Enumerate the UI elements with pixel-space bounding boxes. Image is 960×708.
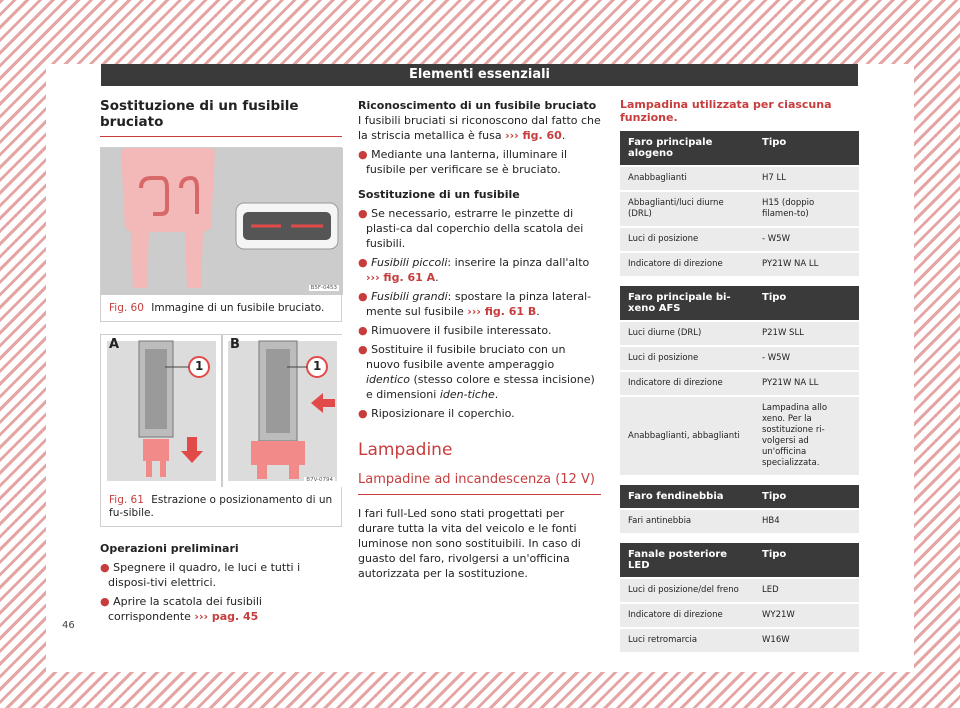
figure-number: Fig. 60 [109,302,144,314]
table-row: Luci di posizione - W5W [620,346,859,371]
table-row: Indicatore di direzione PY21W NA LL [620,371,859,396]
fuse-extraction-illustration [101,335,343,487]
callout-1-a: 1 [195,359,204,373]
table-row: Fari antinebbia HB4 [620,509,859,533]
fuse-extraction-image [101,335,343,487]
bullet: ● Riposizionare il coperchio. [358,407,515,420]
section-title: Sostituzione di un fusibile bruciato [100,98,342,137]
bullet: ● Se necessario, estrarre le pinzette di plasti-ca dal coperchio della scatola dei fusibili. [358,207,584,250]
table-row: Luci di posizione/del freno LED [620,578,859,603]
replacement-title: Sostituzione di un fusibile [358,188,520,201]
bullet: ● Mediante una lanterna, illuminare il fusibile per verificare se è bruciato. [358,148,568,176]
column-middle [358,98,601,581]
figure-number: Fig. 61 [109,494,144,506]
page-reference-link[interactable]: ››› pag. 45 [194,610,259,623]
table-row: Luci retromarcia W16W [620,628,859,652]
table-row: Luci diurne (DRL) P21W SLL [620,321,859,346]
bullet: ● Aprire la scatola dei fusibili corrispondente ››› pag. 45 [100,595,262,623]
table-bixenon-headlight: Faro principale bi-xeno AFS Tipo Luci diurne (DRL) P21W SLL Luci di posizione - W5W Indicatore di direzione PY21W NA LL Anabbaglianti, abbaglianti Lampadina allo xeno. Per la sostituzione ri-volgersi ad un'officina specializzata. [620,286,859,475]
recognition-text: I fusibili bruciati si riconoscono dal fatto che la striscia metallica è fusa ››› fig. 60. [358,114,601,142]
preliminary-title: Operazioni preliminari [100,542,239,555]
figure-code: B7V-0794 [306,477,333,483]
figure-caption [101,487,341,520]
bullet: ● Rimuovere il fusibile interessato. [358,324,552,337]
preliminary-ops [100,541,342,624]
lamps-title: Lampadine [358,440,453,460]
figure-caption-text: Estrazione o posizionamento di un fu-sibile. [109,494,333,519]
lamps-subtitle: Lampadine ad incandescenza (12 V) [358,472,601,495]
table-row: Luci di posizione - W5W [620,227,859,252]
panel-b-label: B [230,337,240,352]
callout-1-b: 1 [313,359,322,373]
figure-61 [100,334,342,527]
recognition-title: Riconoscimento di un fusibile bruciato [358,99,597,112]
bullet: ● Sostituire il fusibile bruciato con un nuovo fusibile avente amperaggio identico (stesso colore e stessa incisione) e dimensioni iden-tiche. [358,343,595,401]
table-caption: Lampadina utilizzata per ciascuna funzione. [620,98,832,124]
table-row: Anabbaglianti H7 LL [620,166,859,191]
figure-60 [100,147,342,322]
figure-code: B5F-0453 [310,285,337,291]
table-row: Abbaglianti/luci diurne (DRL) H15 (doppio filamen-to) [620,191,859,227]
table-row: Indicatore di direzione PY21W NA LL [620,252,859,276]
fuse-image [101,148,343,295]
blown-fuse-illustration [101,148,343,295]
table-halogen-headlight: Faro principale alogeno Tipo Anabbaglianti H7 LL Abbaglianti/luci diurne (DRL) H15 (doppio filamen-to) Luci di posizione - W5W Indicatore di direzione PY21W NA LL [620,131,859,276]
bullet: ● Fusibili grandi: spostare la pinza lateral-mente sul fusibile ››› fig. 61 B. [358,290,592,318]
bullet: ● Fusibili piccoli: inserire la pinza dall'alto ››› fig. 61 A. [358,256,590,284]
page-number: 46 [62,620,75,631]
figure-reference-link[interactable]: ››› fig. 61 B [467,305,537,318]
table-rear-led: Fanale posteriore LED Tipo Luci di posizione/del freno LED Indicatore di direzione WY21W Luci retromarcia W16W [620,543,859,652]
table-fog-lights: Faro fendinebbia Tipo Fari antinebbia HB4 [620,485,859,533]
figure-caption [101,295,341,315]
panel-a-label: A [109,337,120,352]
figure-reference-link[interactable]: ››› fig. 60 [505,129,562,142]
column-right [620,98,859,652]
column-left [100,98,342,624]
table-row: Indicatore di direzione WY21W [620,603,859,628]
table-row: Anabbaglianti, abbaglianti Lampadina allo xeno. Per la sostituzione ri-volgersi ad un'officina specializzata. [620,396,859,475]
bullet: ● Spegnere il quadro, le luci e tutti i disposi-tivi elettrici. [100,561,301,589]
figure-caption-text: Immagine di un fusibile bruciato. [151,302,325,314]
chapter-header: Elementi essenziali [101,64,858,86]
figure-reference-link[interactable]: ››› fig. 61 A [366,271,436,284]
lamps-text: I fari full-Led sono stati progettati per durare tutta la vita del veicolo e le fonti luminose non sono sostituibili. In caso di guasto del faro, rivolgersi a un'officina autorizzata per la sostituzione. [358,507,581,580]
